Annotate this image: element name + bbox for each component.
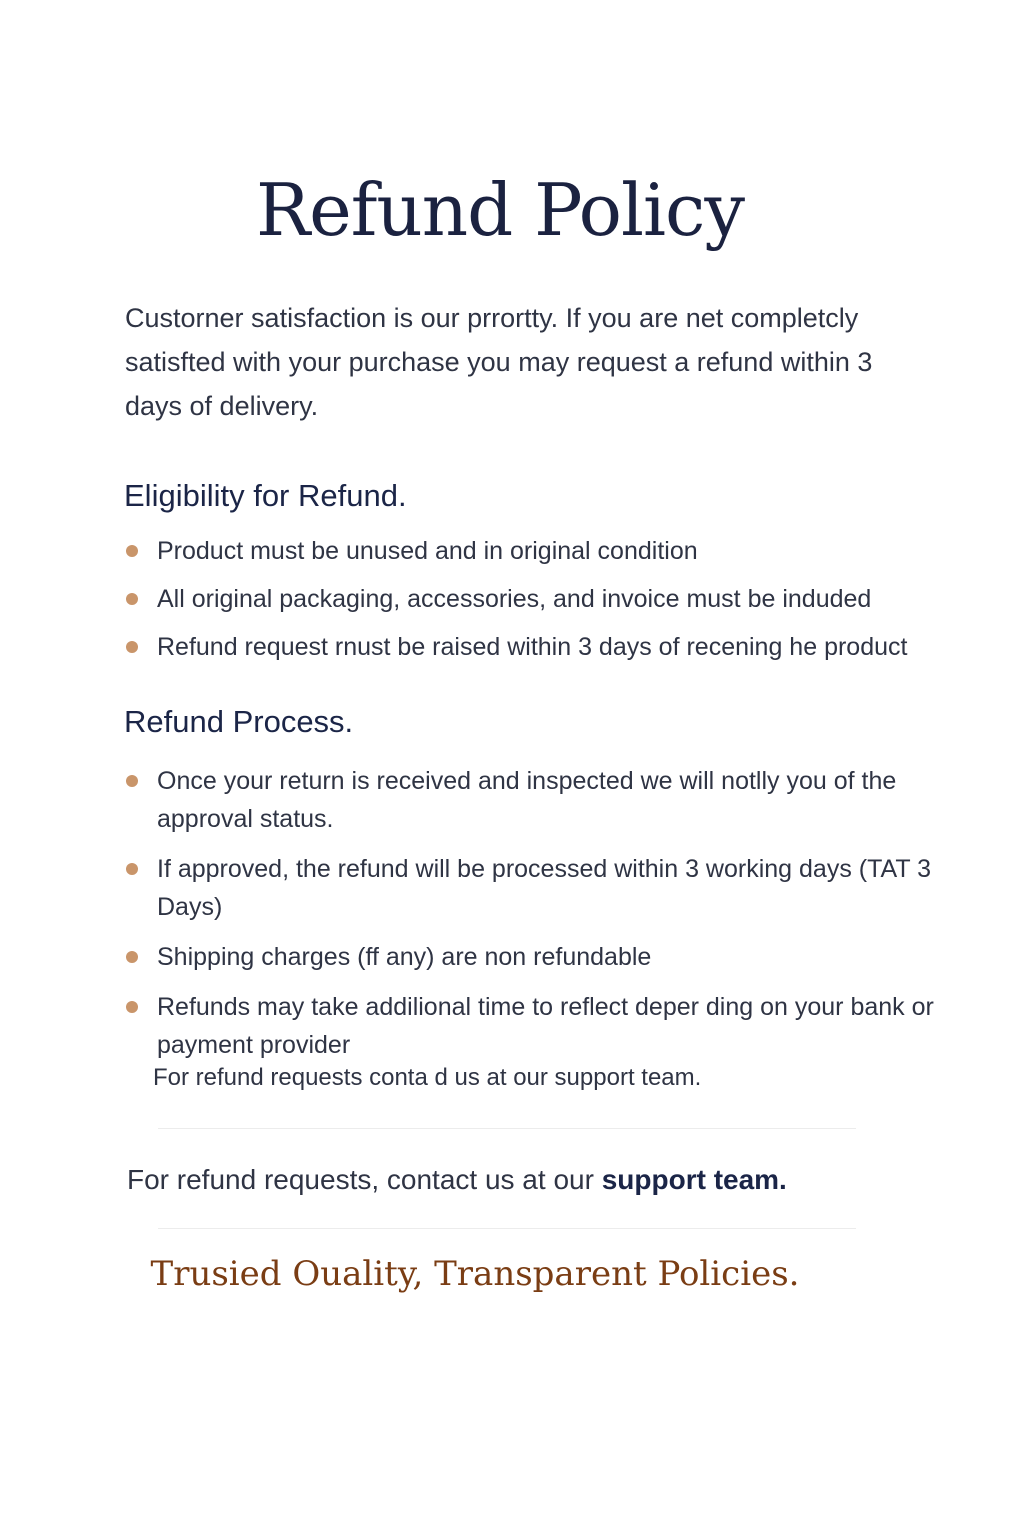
- divider: [158, 1228, 856, 1229]
- page-title: Refund Policy: [255, 168, 745, 252]
- list-item: [124, 938, 984, 976]
- list-item-text: Refunds may take addilional time to reflect deper ding on your bank or payment provider: [157, 993, 934, 1059]
- bullet-dot-icon: [126, 545, 138, 557]
- process-note: For refund requests conta d us at our support team.: [153, 1064, 702, 1091]
- list-item-text: All original packaging, accessories, and invoice must be induded: [157, 585, 872, 613]
- list-item: [124, 582, 984, 616]
- list-item: [124, 534, 984, 568]
- bullet-dot-icon: [126, 775, 138, 787]
- bullet-dot-icon: [126, 593, 138, 605]
- bullet-dot-icon: [126, 951, 138, 963]
- list-item: [124, 850, 984, 926]
- list-item: [124, 762, 984, 838]
- bullet-dot-icon: [126, 863, 138, 875]
- process-list: [124, 762, 984, 1076]
- list-item: [124, 988, 984, 1064]
- list-item-text: Shipping charges (ff any) are non refundable: [157, 943, 652, 971]
- bullet-dot-icon: [126, 1001, 138, 1013]
- list-item-text: If approved, the refund will be processed within 3 working days (TAT 3 Days): [157, 855, 931, 921]
- contact-text: For refund requests, contact us at our: [127, 1164, 594, 1195]
- list-item-text: Product must be unused and in original condition: [157, 537, 698, 565]
- process-heading: Refund Process.: [124, 704, 354, 739]
- list-item: [124, 630, 984, 664]
- intro-paragraph: Custorner satisfaction is our prrortty. If you are net completcly satisfted with your purchase you may request a refund within 3 days of delivery.: [125, 303, 873, 421]
- bullet-dot-icon: [126, 641, 138, 653]
- support-team-link[interactable]: support team.: [601, 1164, 787, 1195]
- tagline: Trusied Ouality, Transparent Policies.: [150, 1254, 800, 1294]
- contact-line: [127, 1164, 787, 1196]
- eligibility-list: [124, 534, 984, 678]
- list-item-text: Once your return is received and inspected we will notlly you of the approval status.: [157, 767, 897, 833]
- divider: [158, 1128, 856, 1129]
- eligibility-heading: Eligibility for Refund.: [124, 478, 407, 513]
- list-item-text: Refund request rnust be raised within 3 days of recening he product: [157, 633, 908, 661]
